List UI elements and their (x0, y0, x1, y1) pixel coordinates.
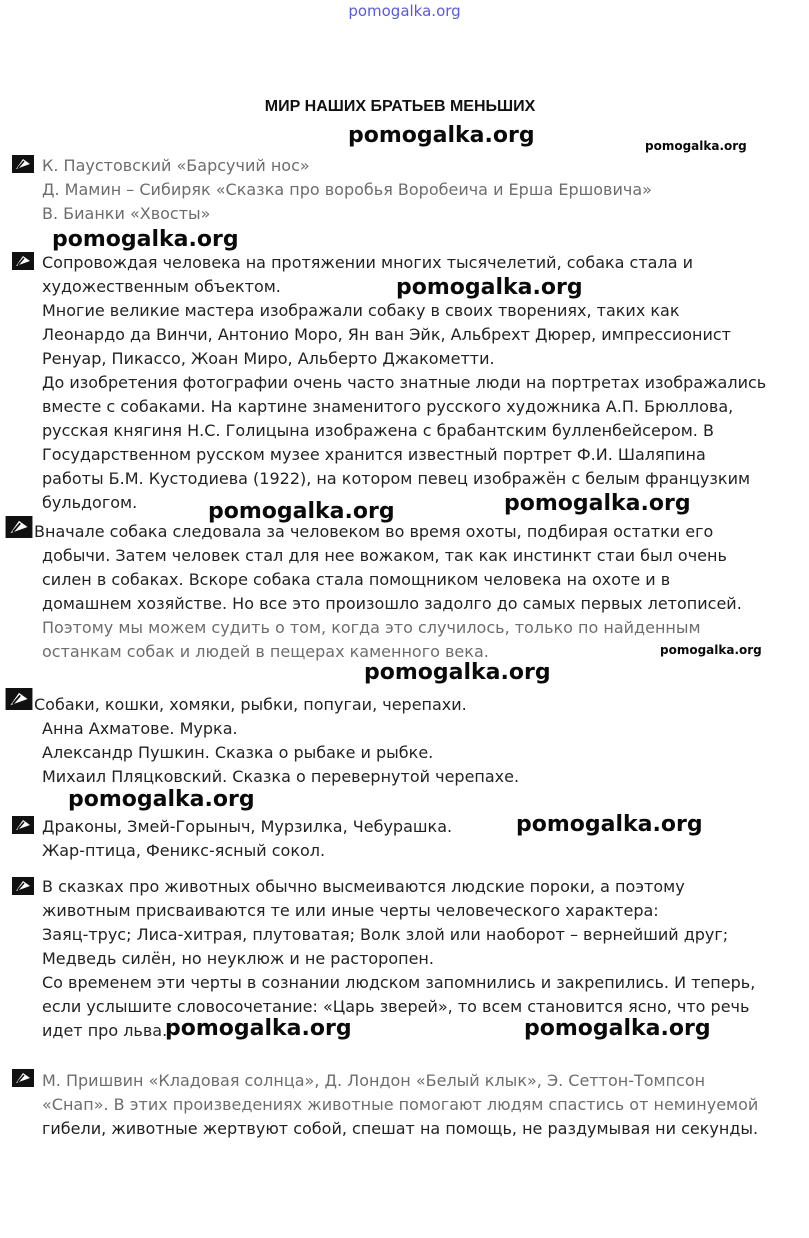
text-line: работы Б.М. Кустодиева (1922), на котором певец изображён с белым французким (42, 469, 751, 488)
text-line: Жар-птица, Феникс-ясный сокол. (42, 841, 326, 860)
pen-nib-icon (12, 1069, 34, 1087)
text-line: В сказках про животных обычно высмеиваются людские пороки, а поэтому (42, 877, 685, 896)
text-line: Михаил Пляцковский. Сказка о перевернутой черепахе. (42, 767, 520, 786)
watermark: pomogalka.org (396, 275, 583, 300)
text-line: Со временем эти черты в сознании людском запомнились и закрепились. И теперь, (42, 973, 756, 992)
text-line: Леонардо да Винчи, Антонио Моро, Ян ван Эйк, Альбрехт Дюрер, импрессионист (42, 325, 731, 344)
text-line: Многие великие мастера изображали собаку в своих творениях, таких как (42, 301, 680, 320)
text-line: Сопровождая человека на протяжении многих тысячелетий, собака стала и (42, 253, 693, 272)
watermark: pomogalka.org (660, 643, 762, 657)
text-line: если услышите словосочетание: «Царь зверей», то всем становится ясно, что речь (42, 997, 750, 1016)
page-title: МИР НАШИХ БРАТЬЕВ МЕНЬШИХ (264, 98, 536, 115)
watermark: pomogalka.org (504, 491, 691, 516)
text-line: гибели, животные жертвуют собой, спешат на помощь, не раздумывая ни секунды. (42, 1119, 759, 1138)
text-line: Государственном русском музее хранится известный портрет Ф.И. Шаляпина (42, 445, 706, 464)
text-line: животным присваиваются те или иные черты человеческого характера: (42, 901, 659, 920)
text-line: Драконы, Змей-Горыныч, Мурзилка, Чебурашка. (42, 817, 453, 836)
text-line: Медведь силён, но неуклюж и не расторопен. (42, 949, 434, 968)
watermark: pomogalka.org (364, 660, 551, 685)
watermark: pomogalka.org (645, 139, 747, 153)
pen-nib-icon (4, 688, 34, 710)
pen-nib-icon (4, 516, 34, 538)
watermark: pomogalka.org (348, 123, 535, 148)
text-line: художественным объектом. (42, 277, 281, 296)
text-line: Ренуар, Пикассо, Жоан Миро, Альберто Джакометти. (42, 349, 495, 368)
pen-nib-icon (12, 252, 34, 270)
text-line: М. Пришвин «Кладовая солнца», Д. Лондон «Белый клык», Э. Сеттон-Томпсон (42, 1071, 706, 1090)
text-line: «Снап». В этих произведениях животные помогают людям спастись от неминуемой (42, 1095, 759, 1114)
text-line: останкам собак и людей в пещерах каменного века. (42, 642, 489, 661)
text-line: Александр Пушкин. Сказка о рыбаке и рыбке. (42, 743, 434, 762)
watermark: pomogalka.org (165, 1016, 352, 1041)
pen-nib-icon (12, 155, 34, 173)
pen-nib-icon (12, 877, 34, 895)
text-line: Собаки, кошки, хомяки, рыбки, попугаи, черепахи. (34, 695, 467, 714)
watermark: pomogalka.org (516, 812, 703, 837)
site-url-header[interactable]: pomogalka.org (348, 2, 461, 20)
text-line: русская княгиня Н.С. Голицына изображена с брабантским булленбейсером. В (42, 421, 714, 440)
text-line: Поэтому мы можем судить о том, когда это случилось, только по найденным (42, 618, 701, 637)
text-line: Заяц-трус; Лиса-хитрая, плутоватая; Волк злой или наоборот – вернейший друг; (42, 925, 729, 944)
text-line: домашнем хозяйстве. Но все это произошло задолго до самых первых летописей. (42, 594, 742, 613)
text-line: идет про льва. (42, 1021, 168, 1040)
watermark: pomogalka.org (524, 1016, 711, 1041)
text-line: бульдогом. (42, 493, 138, 512)
text-line: Анна Ахматове. Мурка. (42, 719, 238, 738)
text-line: Вначале собака следовала за человеком во время охоты, подбирая остатки его (34, 522, 714, 541)
text-line: К. Паустовский «Барсучий нос» (42, 156, 310, 175)
text-line: В. Бианки «Хвосты» (42, 204, 211, 223)
watermark: pomogalka.org (52, 227, 239, 252)
text-line: добычи. Затем человек стал для нее вожаком, так как инстинкт стаи был очень (42, 546, 727, 565)
pen-nib-icon (12, 816, 34, 834)
text-line: Д. Мамин – Сибиряк «Сказка про воробья Воробеича и Ерша Ершовича» (42, 180, 652, 199)
text-line: До изобретения фотографии очень часто знатные люди на портретах изображались (42, 373, 767, 392)
watermark: pomogalka.org (68, 787, 255, 812)
text-line: силен в собаках. Вскоре собака стала помощником человека на охоте и в (42, 570, 671, 589)
watermark: pomogalka.org (208, 499, 395, 524)
text-line: вместе с собаками. На картине знаменитого русского художника А.П. Брюллова, (42, 397, 734, 416)
